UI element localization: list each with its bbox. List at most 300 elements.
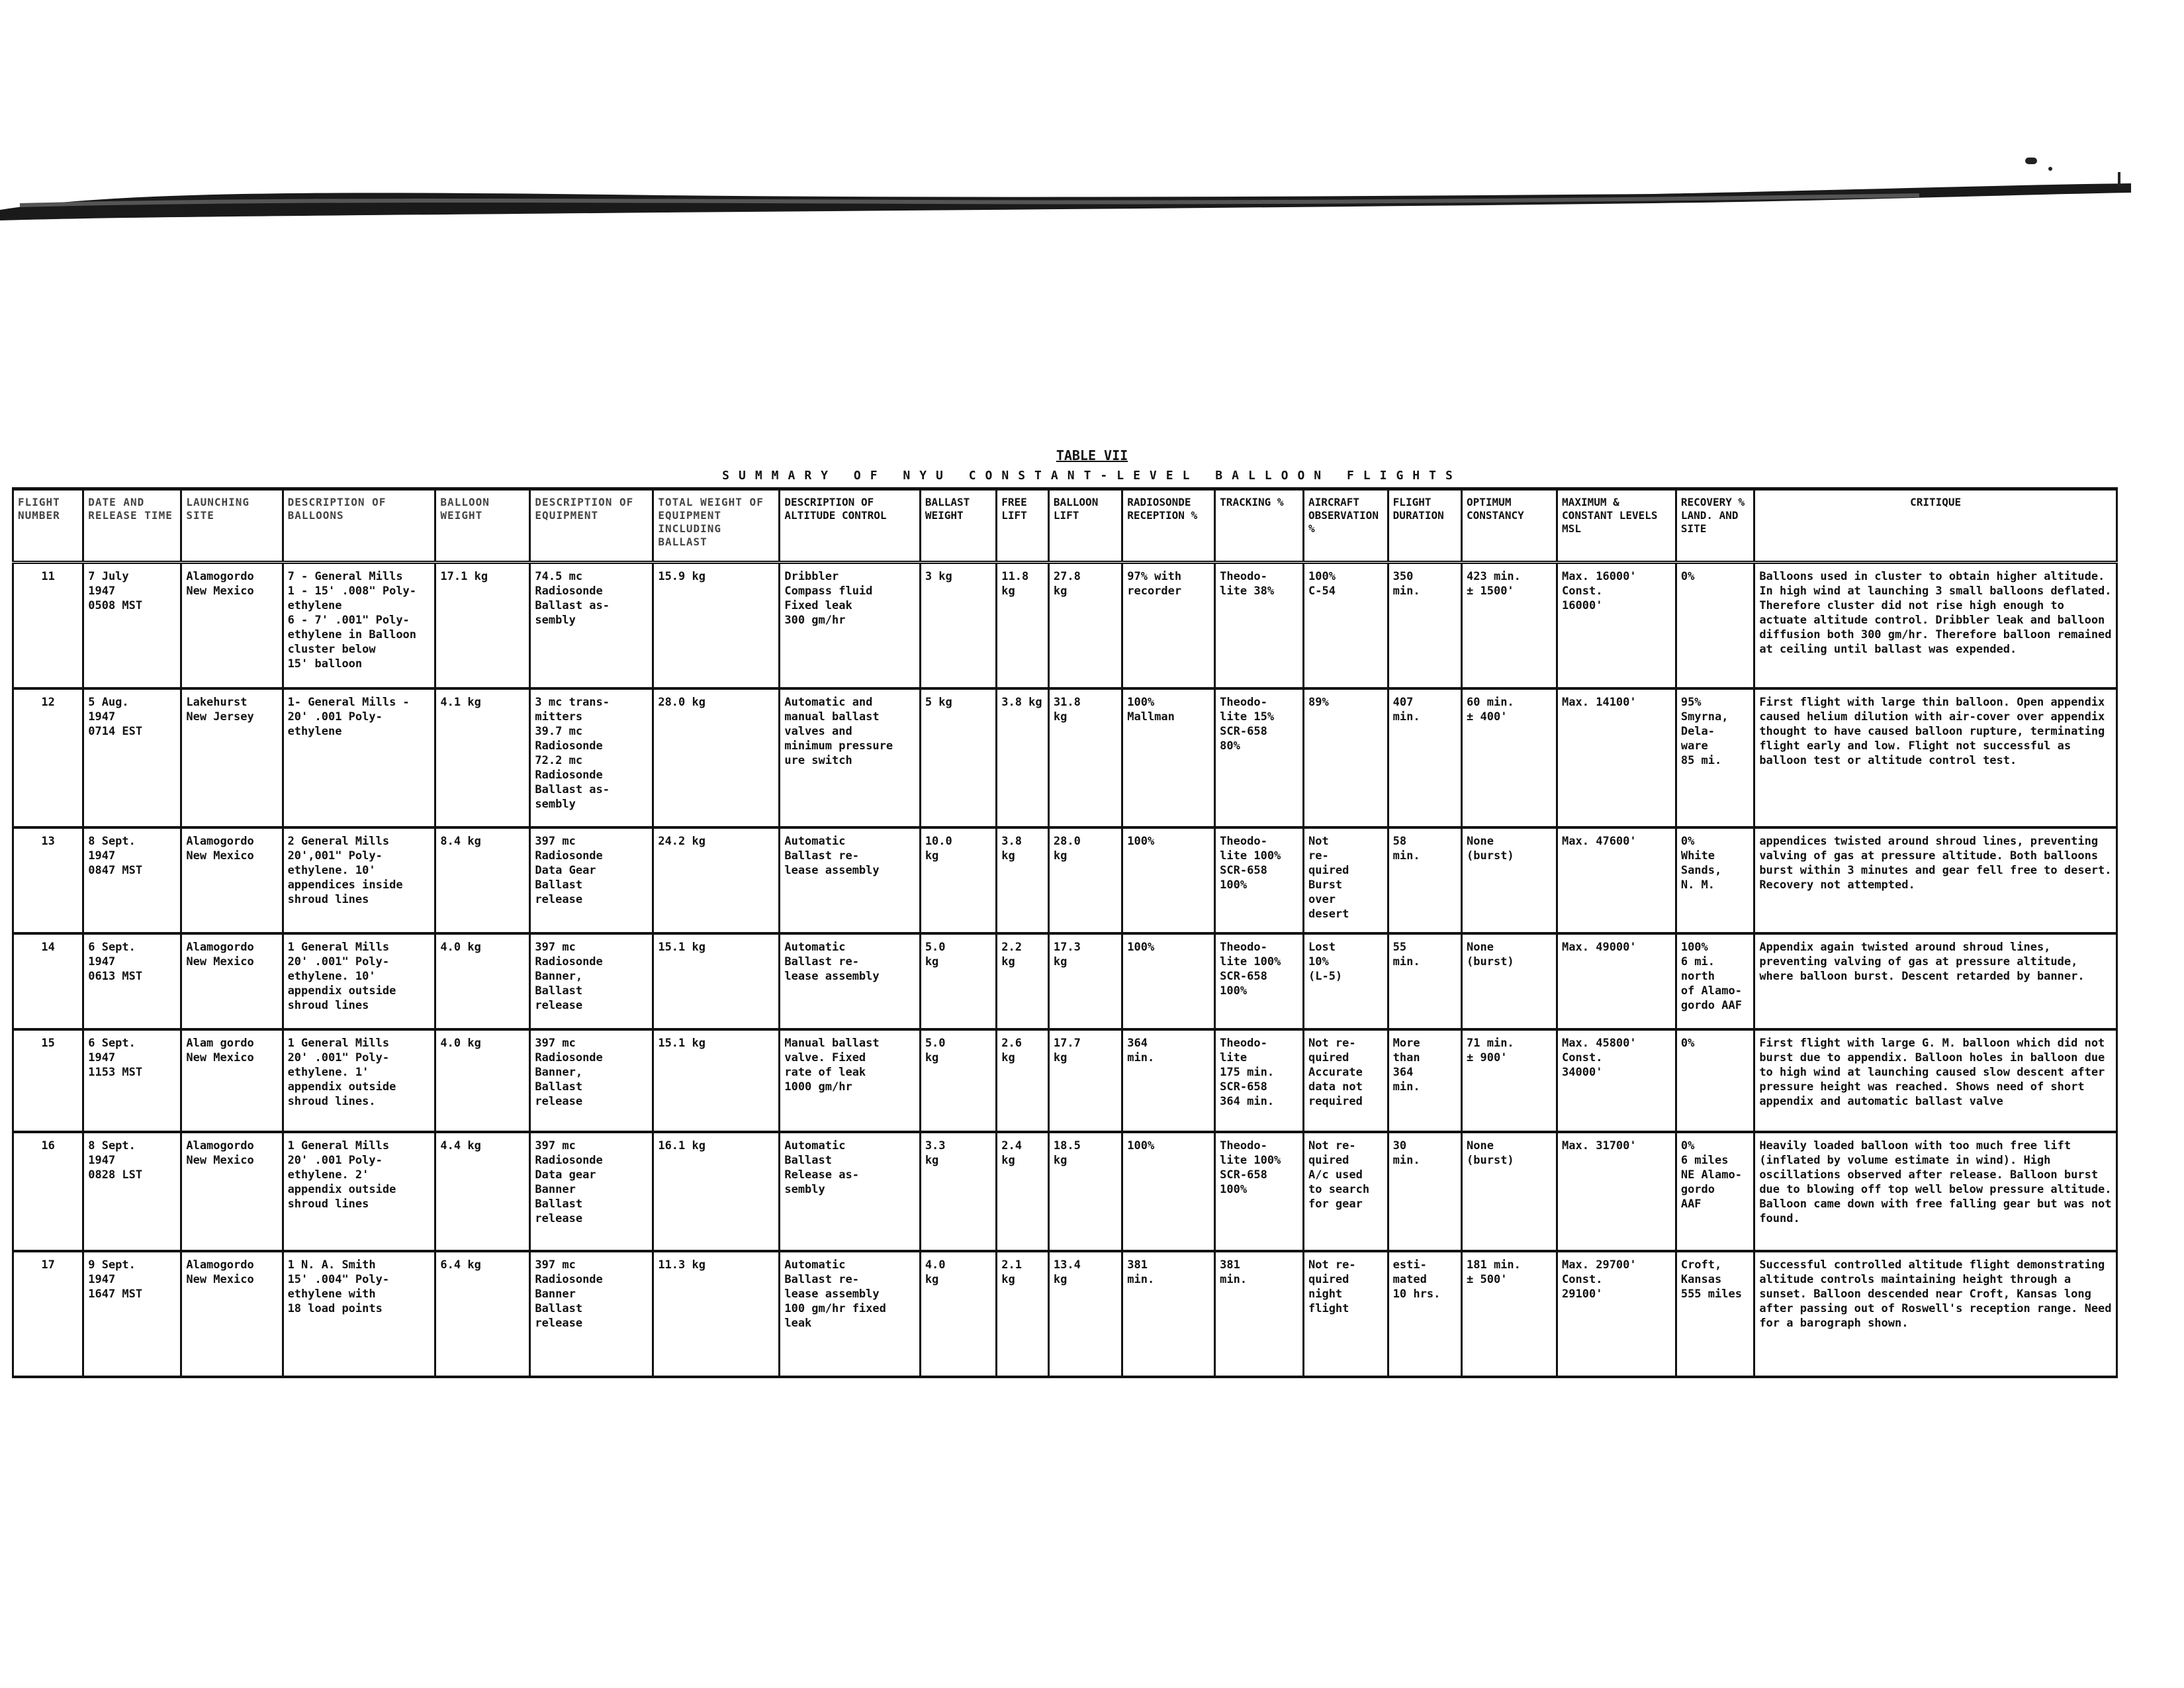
cell-text: 17.1 kg: [440, 570, 488, 583]
cell-text: 423 min. ± 1500': [1467, 570, 1521, 598]
table-cell: [1048, 933, 1122, 1029]
table-cell: [920, 1251, 996, 1377]
cell-text: Max. 45800' Const. 34000': [1562, 1036, 1637, 1079]
cell-text: 28.0 kg: [1053, 834, 1081, 863]
cell-text: 181 min. ± 500': [1467, 1258, 1521, 1286]
cell-text: 6.4 kg: [440, 1258, 481, 1272]
table-cell: [1215, 1029, 1304, 1132]
cell-text: Not re- quired Burst over desert: [1308, 834, 1349, 921]
table-row: [13, 1251, 2117, 1377]
table-cell: [1388, 933, 1461, 1029]
cell-text: 2.4 kg: [1001, 1139, 1022, 1167]
cell-text: 100%: [1127, 940, 1155, 954]
table-cell: [13, 933, 83, 1029]
scan-artifact-mark: [2025, 158, 2037, 164]
table-cell: [653, 1029, 780, 1132]
table-cell: [83, 1029, 181, 1132]
cell-text: 97% with recorder: [1127, 570, 1182, 598]
table-cell: [283, 827, 435, 933]
table-cell: [1676, 1132, 1754, 1251]
cell-text: Lakehurst New Jersey: [186, 695, 254, 724]
cell-text: 2.2 kg: [1001, 940, 1022, 968]
table-cell: [1462, 1251, 1557, 1377]
table-cell: [920, 688, 996, 827]
header-cell: FLIGHT NUMBER: [13, 489, 83, 563]
table-cell: [1122, 1029, 1215, 1132]
table-cell: [435, 827, 530, 933]
table-cell: [283, 1251, 435, 1377]
cell-text: Not re- quired A/c used to search for gear: [1308, 1139, 1370, 1211]
cell-text: 0% 6 miles NE Alamo- gordo AAF: [1680, 1139, 1742, 1211]
header-cell: MAXIMUM & CONSTANT LEVELS MSL: [1557, 489, 1676, 563]
cell-text: 16: [41, 1139, 55, 1152]
table-cell: [780, 563, 920, 688]
cell-text: appendices twisted around shroud lines, preventing valving of gas at pressure altitude. Both balloons burst within 3 minutes and gear fell free to desert. Recovery not attempted.: [1759, 834, 2112, 892]
table-cell: [1303, 827, 1388, 933]
table-cell: [530, 1029, 653, 1132]
table-cell: [283, 1132, 435, 1251]
table-cell: [283, 688, 435, 827]
cell-text: 0%: [1680, 1036, 1695, 1050]
table-cell: [1303, 933, 1388, 1029]
cell-text: Not re- quired Accurate data not required: [1308, 1036, 1363, 1108]
table-cell: [1303, 563, 1388, 688]
table-header-row: [13, 489, 2117, 563]
cell-text: 4.0 kg: [440, 940, 481, 954]
table-row: [13, 563, 2117, 688]
cell-text: 100%: [1127, 834, 1155, 848]
table-cell: [181, 563, 283, 688]
cell-text: 4.0 kg: [925, 1258, 946, 1286]
cell-text: esti- mated 10 hrs.: [1392, 1258, 1441, 1301]
table-cell: [530, 1251, 653, 1377]
cell-text: Automatic and manual ballast valves and minimum pressure ure switch: [784, 695, 893, 767]
table-cell: [1557, 827, 1676, 933]
table-cell: [780, 688, 920, 827]
cell-text: 8 Sept. 1947 0847 MST: [88, 834, 143, 877]
cell-text: Croft, Kansas 555 miles: [1680, 1258, 1742, 1301]
cell-text: 100%: [1127, 1139, 1155, 1152]
table-body: [13, 563, 2117, 1377]
cell-text: 3 mc trans- mitters 39.7 mc Radiosonde 72.2 mc Radiosonde Ballast as- sembly: [535, 695, 610, 811]
cell-text: 27.8 kg: [1053, 570, 1081, 598]
header-cell: BALLAST WEIGHT: [920, 489, 996, 563]
cell-text: 3.8 kg: [1001, 695, 1042, 709]
table-cell: [997, 1132, 1049, 1251]
table-cell: [1557, 933, 1676, 1029]
critique-cell: [1754, 1132, 2117, 1251]
table-cell: [653, 933, 780, 1029]
cell-text: 15.9 kg: [658, 570, 705, 583]
critique-cell: [1754, 933, 2117, 1029]
cell-text: 397 mc Radiosonde Banner Ballast release: [535, 1258, 603, 1330]
table-cell: [1676, 827, 1754, 933]
cell-text: Alam gordo New Mexico: [186, 1036, 254, 1064]
table-cell: [997, 688, 1049, 827]
cell-text: 9 Sept. 1947 1647 MST: [88, 1258, 143, 1301]
table-cell: [1557, 1029, 1676, 1132]
header-cell: FREE LIFT: [997, 489, 1049, 563]
table-cell: [181, 827, 283, 933]
table-cell: [1462, 933, 1557, 1029]
table-cell: [1048, 688, 1122, 827]
cell-text: 350 min.: [1392, 570, 1420, 598]
cell-text: 6 Sept. 1947 1153 MST: [88, 1036, 143, 1079]
cell-text: 60 min. ± 400': [1467, 695, 1514, 724]
cell-text: Theodo- lite 175 min. SCR-658 364 min.: [1220, 1036, 1275, 1108]
table-cell: [83, 688, 181, 827]
table-cell: [1557, 688, 1676, 827]
cell-text: Balloons used in cluster to obtain higher altitude. In high wind at launching 3 small balloons deflated. Therefore cluster did not rise high enough to actuate altitude control. Dribbler leak and balloon diffusion both 300 gm/hr. Therefore balloon remained at ceiling until ballast was expended.: [1759, 570, 2112, 656]
cell-text: 5 Aug. 1947 0714 EST: [88, 695, 143, 738]
cell-text: 1 General Mills 20' .001" Poly- ethylene. 1' appendix outside shroud lines.: [287, 1036, 396, 1108]
table-cell: [83, 827, 181, 933]
table-cell: [1388, 1251, 1461, 1377]
cell-text: 3 kg: [925, 570, 952, 583]
table-cell: [653, 1251, 780, 1377]
cell-text: 16.1 kg: [658, 1139, 705, 1152]
table-cell: [653, 1132, 780, 1251]
table-cell: [780, 827, 920, 933]
critique-cell: [1754, 827, 2117, 933]
table-cell: [530, 563, 653, 688]
table-cell: [1676, 933, 1754, 1029]
table-cell: [13, 827, 83, 933]
table-cell: [435, 688, 530, 827]
header-cell: LAUNCHING SITE: [181, 489, 283, 563]
cell-text: 11: [41, 570, 55, 583]
cell-text: First flight with large thin balloon. Open appendix caused helium dilution with air-cover over appendix thought to have caused balloon rupture, terminating flight early and low. Flight not successful as balloon test or altitude control test.: [1759, 695, 2105, 767]
cell-text: Lost 10% (L-5): [1308, 940, 1343, 983]
table-cell: [1388, 563, 1461, 688]
cell-text: 7 July 1947 0508 MST: [88, 570, 143, 612]
cell-text: None (burst): [1467, 1139, 1514, 1167]
header-cell: DESCRIPTION OF EQUIPMENT: [530, 489, 653, 563]
table-cell: [780, 1251, 920, 1377]
table-cell: [1462, 563, 1557, 688]
cell-text: 100% Mallman: [1127, 695, 1175, 724]
cell-text: 3.3 kg: [925, 1139, 946, 1167]
cell-text: Theodo- lite 15% SCR-658 80%: [1220, 695, 1275, 753]
table-cell: [181, 1132, 283, 1251]
cell-text: 71 min. ± 900': [1467, 1036, 1514, 1064]
cell-text: 15: [41, 1036, 55, 1050]
header-cell: OPTIMUM CONSTANCY: [1462, 489, 1557, 563]
cell-text: 4.1 kg: [440, 695, 481, 709]
table-cell: [1676, 688, 1754, 827]
header-cell: TOTAL WEIGHT OF EQUIPMENT INCLUDING BALLAST: [653, 489, 780, 563]
cell-text: 100% C-54: [1308, 570, 1336, 598]
table-cell: [83, 563, 181, 688]
table-cell: [1676, 563, 1754, 688]
cell-text: 18.5 kg: [1053, 1139, 1081, 1167]
critique-cell: [1754, 1251, 2117, 1377]
table-cell: [1215, 1251, 1304, 1377]
table-cell: [1557, 1132, 1676, 1251]
table-cell: [920, 1029, 996, 1132]
table-cell: [780, 1132, 920, 1251]
table-cell: [13, 1132, 83, 1251]
cell-text: 1- General Mills - 20' .001 Poly- ethylene: [287, 695, 410, 738]
table-cell: [530, 827, 653, 933]
cell-text: 55 min.: [1392, 940, 1420, 968]
table-cell: [1048, 1029, 1122, 1132]
table-cell: [1215, 1132, 1304, 1251]
cell-text: 13: [41, 834, 55, 848]
cell-text: 10.0 kg: [925, 834, 952, 863]
table-cell: [653, 688, 780, 827]
table-cell: [83, 933, 181, 1029]
cell-text: 89%: [1308, 695, 1329, 709]
cell-text: 11.8 kg: [1001, 570, 1029, 598]
cell-text: Alamogordo New Mexico: [186, 834, 254, 863]
table-cell: [997, 1029, 1049, 1132]
cell-text: Automatic Ballast Release as- sembly: [784, 1139, 859, 1196]
cell-text: Appendix again twisted around shroud lines, preventing valving of gas at pressure altitude, where balloon burst. Descent retarded by banner.: [1759, 940, 2085, 983]
critique-cell: [1754, 563, 2117, 688]
table-cell: [1676, 1251, 1754, 1377]
cell-text: Alamogordo New Mexico: [186, 1139, 254, 1167]
cell-text: Heavily loaded balloon with too much free lift (inflated by volume estimate in wind). High oscillations observed after release. Balloon burst due to blowing off top well below pressure altitude. Balloon came down with free falling gear but was not found.: [1759, 1139, 2112, 1225]
cell-text: 397 mc Radiosonde Data gear Banner Ballast release: [535, 1139, 603, 1225]
cell-text: Automatic Ballast re- lease assembly 100 gm/hr fixed leak: [784, 1258, 886, 1330]
table-cell: [997, 933, 1049, 1029]
table-cell: [653, 563, 780, 688]
cell-text: 28.0 kg: [658, 695, 705, 709]
table-row: [13, 1132, 2117, 1251]
table-cell: [653, 827, 780, 933]
cell-text: 8.4 kg: [440, 834, 481, 848]
header-cell: FLIGHT DURATION: [1388, 489, 1461, 563]
table-cell: [1388, 1132, 1461, 1251]
cell-text: Max. 47600': [1562, 834, 1637, 848]
table-cell: [283, 1029, 435, 1132]
table-row: [13, 1029, 2117, 1132]
cell-text: More than 364 min.: [1392, 1036, 1420, 1094]
table-cell: [997, 827, 1049, 933]
cell-text: 1 General Mills 20' .001 Poly- ethylene. 2' appendix outside shroud lines: [287, 1139, 396, 1211]
cell-text: Theodo- lite 38%: [1220, 570, 1275, 598]
cell-text: First flight with large G. M. balloon which did not burst due to appendix. Balloon holes in balloon due to high wind at launching caused slow descent after pressure height was reached. Shows need of short appendix and automatic ballast valve: [1759, 1036, 2105, 1108]
cell-text: Theodo- lite 100% SCR-658 100%: [1220, 940, 1281, 998]
table-cell: [1557, 1251, 1676, 1377]
cell-text: 17.3 kg: [1053, 940, 1081, 968]
table-cell: [435, 1132, 530, 1251]
table-cell: [83, 1132, 181, 1251]
cell-text: Manual ballast valve. Fixed rate of leak 1000 gm/hr: [784, 1036, 880, 1094]
table-cell: [920, 933, 996, 1029]
table-cell: [1303, 688, 1388, 827]
header-cell: DESCRIPTION OF ALTITUDE CONTROL: [780, 489, 920, 563]
table-cell: [1122, 1251, 1215, 1377]
table-row: [13, 688, 2117, 827]
table-cell: [83, 1251, 181, 1377]
cell-text: 5 kg: [925, 695, 952, 709]
cell-text: 0% White Sands, N. M.: [1680, 834, 1722, 892]
table-cell: [1122, 933, 1215, 1029]
table-cell: [1388, 827, 1461, 933]
table-cell: [1122, 1132, 1215, 1251]
cell-text: Max. 14100': [1562, 695, 1637, 709]
table-cell: [1122, 688, 1215, 827]
header-cell: RECOVERY % LAND. AND SITE: [1676, 489, 1754, 563]
table-cell: [13, 1251, 83, 1377]
cell-text: None (burst): [1467, 940, 1514, 968]
table-cell: [435, 563, 530, 688]
cell-text: Max. 29700' Const. 29100': [1562, 1258, 1637, 1301]
cell-text: 8 Sept. 1947 0828 LST: [88, 1139, 143, 1182]
table-cell: [283, 563, 435, 688]
cell-text: Max. 16000' Const. 16000': [1562, 570, 1637, 612]
table-cell: [1462, 827, 1557, 933]
cell-text: 2 General Mills 20',001" Poly- ethylene. 10' appendices inside shroud lines: [287, 834, 403, 906]
header-cell: TRACKING %: [1215, 489, 1304, 563]
cell-text: 397 mc Radiosonde Banner, Ballast release: [535, 940, 603, 1012]
table-cell: [181, 688, 283, 827]
table-cell: [530, 933, 653, 1029]
cell-text: Not re- quired night flight: [1308, 1258, 1356, 1315]
table-cell: [13, 688, 83, 827]
critique-cell: [1754, 1029, 2117, 1132]
cell-text: 15.1 kg: [658, 940, 705, 954]
table-cell: [181, 1029, 283, 1132]
table-row: [13, 827, 2117, 933]
cell-text: 4.4 kg: [440, 1139, 481, 1152]
cell-text: 6 Sept. 1947 0613 MST: [88, 940, 143, 983]
cell-text: 74.5 mc Radiosonde Ballast as- sembly: [535, 570, 610, 627]
flight-summary-table: [12, 487, 2118, 1378]
table-cell: [435, 1029, 530, 1132]
cell-text: 17: [41, 1258, 55, 1272]
cell-text: 364 min.: [1127, 1036, 1155, 1064]
table-cell: [1215, 933, 1304, 1029]
critique-cell: [1754, 688, 2117, 827]
table-cell: [920, 563, 996, 688]
table-cell: [780, 933, 920, 1029]
table-cell: [920, 827, 996, 933]
cell-text: 15.1 kg: [658, 1036, 705, 1050]
table-cell: [1215, 563, 1304, 688]
cell-text: 2.6 kg: [1001, 1036, 1022, 1064]
cell-text: 13.4 kg: [1053, 1258, 1081, 1286]
table-cell: [920, 1132, 996, 1251]
cell-text: Theodo- lite 100% SCR-658 100%: [1220, 1139, 1281, 1196]
table-subtitle: SUMMARY OF NYU CONSTANT-LEVEL BALLOON FLIGHTS: [722, 469, 1462, 483]
table-cell: [997, 563, 1049, 688]
table-cell: [1048, 563, 1122, 688]
cell-text: 7 - General Mills 1 - 15' .008" Poly- ethylene 6 - 7' .001" Poly- ethylene in Balloon cluster below 15' balloon: [287, 570, 417, 671]
cell-text: 12: [41, 695, 55, 709]
cell-text: 397 mc Radiosonde Data Gear Ballast release: [535, 834, 603, 906]
table-cell: [1676, 1029, 1754, 1132]
table-cell: [435, 1251, 530, 1377]
cell-text: 100% 6 mi. north of Alamo- gordo AAF: [1680, 940, 1742, 1012]
table-cell: [1215, 827, 1304, 933]
header-cell: RADIOSONDE RECEPTION %: [1122, 489, 1215, 563]
cell-text: 95% Smyrna, Dela- ware 85 mi.: [1680, 695, 1729, 767]
header-cell: CRITIQUE: [1754, 489, 2117, 563]
header-cell: BALLOON LIFT: [1048, 489, 1122, 563]
header-cell: AIRCRAFT OBSERVATION %: [1303, 489, 1388, 563]
table-cell: [997, 1251, 1049, 1377]
table-cell: [530, 688, 653, 827]
cell-text: 1 General Mills 20' .001" Poly- ethylene. 10' appendix outside shroud lines: [287, 940, 396, 1012]
table-row: [13, 933, 2117, 1029]
cell-text: Dribbler Compass fluid Fixed leak 300 gm/hr: [784, 570, 873, 627]
table-cell: [1462, 1029, 1557, 1132]
cell-text: Alamogordo New Mexico: [186, 570, 254, 598]
table-cell: [1215, 688, 1304, 827]
header-cell: DATE AND RELEASE TIME: [83, 489, 181, 563]
table-cell: [1462, 1132, 1557, 1251]
cell-text: 5.0 kg: [925, 940, 946, 968]
cell-text: Max. 31700': [1562, 1139, 1637, 1152]
cell-text: 381 min.: [1220, 1258, 1248, 1286]
cell-text: Successful controlled altitude flight demonstrating altitude controls maintaining height through a sunset. Balloon descended near Croft, Kansas long after passing out of Roswell's reception range. Need for a barograph shown.: [1759, 1258, 2112, 1330]
table-cell: [181, 933, 283, 1029]
table-cell: [283, 933, 435, 1029]
cell-text: 407 min.: [1392, 695, 1420, 724]
table-cell: [530, 1132, 653, 1251]
cell-text: 4.0 kg: [440, 1036, 481, 1050]
cell-text: None (burst): [1467, 834, 1514, 863]
cell-text: 30 min.: [1392, 1139, 1420, 1167]
scan-artifact-streak: [0, 169, 2131, 228]
cell-text: Automatic Ballast re- lease assembly: [784, 834, 880, 877]
table-cell: [1122, 827, 1215, 933]
cell-text: 5.0 kg: [925, 1036, 946, 1064]
cell-text: Automatic Ballast re- lease assembly: [784, 940, 880, 983]
table-title: TABLE VII: [1056, 447, 1128, 463]
table-cell: [1557, 563, 1676, 688]
cell-text: 3.8 kg: [1001, 834, 1022, 863]
cell-text: 397 mc Radiosonde Banner, Ballast release: [535, 1036, 603, 1108]
cell-text: Max. 49000': [1562, 940, 1637, 954]
cell-text: Theodo- lite 100% SCR-658 100%: [1220, 834, 1281, 892]
cell-text: 11.3 kg: [658, 1258, 705, 1272]
cell-text: 14: [41, 940, 55, 954]
table-cell: [1388, 688, 1461, 827]
table-cell: [1303, 1251, 1388, 1377]
cell-text: 58 min.: [1392, 834, 1420, 863]
header-cell: BALLOON WEIGHT: [435, 489, 530, 563]
cell-text: 17.7 kg: [1053, 1036, 1081, 1064]
table-cell: [1048, 1251, 1122, 1377]
table-cell: [1388, 1029, 1461, 1132]
cell-text: 24.2 kg: [658, 834, 705, 848]
table-cell: [181, 1251, 283, 1377]
table-cell: [435, 933, 530, 1029]
table-cell: [1048, 827, 1122, 933]
table-cell: [780, 1029, 920, 1132]
table-cell: [1303, 1132, 1388, 1251]
scan-artifact-mark: [2118, 172, 2120, 187]
table-cell: [1048, 1132, 1122, 1251]
cell-text: 2.1 kg: [1001, 1258, 1022, 1286]
cell-text: Alamogordo New Mexico: [186, 1258, 254, 1286]
cell-text: 1 N. A. Smith 15' .004" Poly- ethylene with 18 load points: [287, 1258, 390, 1315]
cell-text: 0%: [1680, 570, 1695, 583]
table-cell: [1303, 1029, 1388, 1132]
cell-text: 381 min.: [1127, 1258, 1155, 1286]
cell-text: 31.8 kg: [1053, 695, 1081, 724]
table-cell: [13, 1029, 83, 1132]
table-cell: [1462, 688, 1557, 827]
header-cell: DESCRIPTION OF BALLOONS: [283, 489, 435, 563]
cell-text: Alamogordo New Mexico: [186, 940, 254, 968]
scan-artifact-mark: [2048, 167, 2052, 171]
table-cell: [13, 563, 83, 688]
